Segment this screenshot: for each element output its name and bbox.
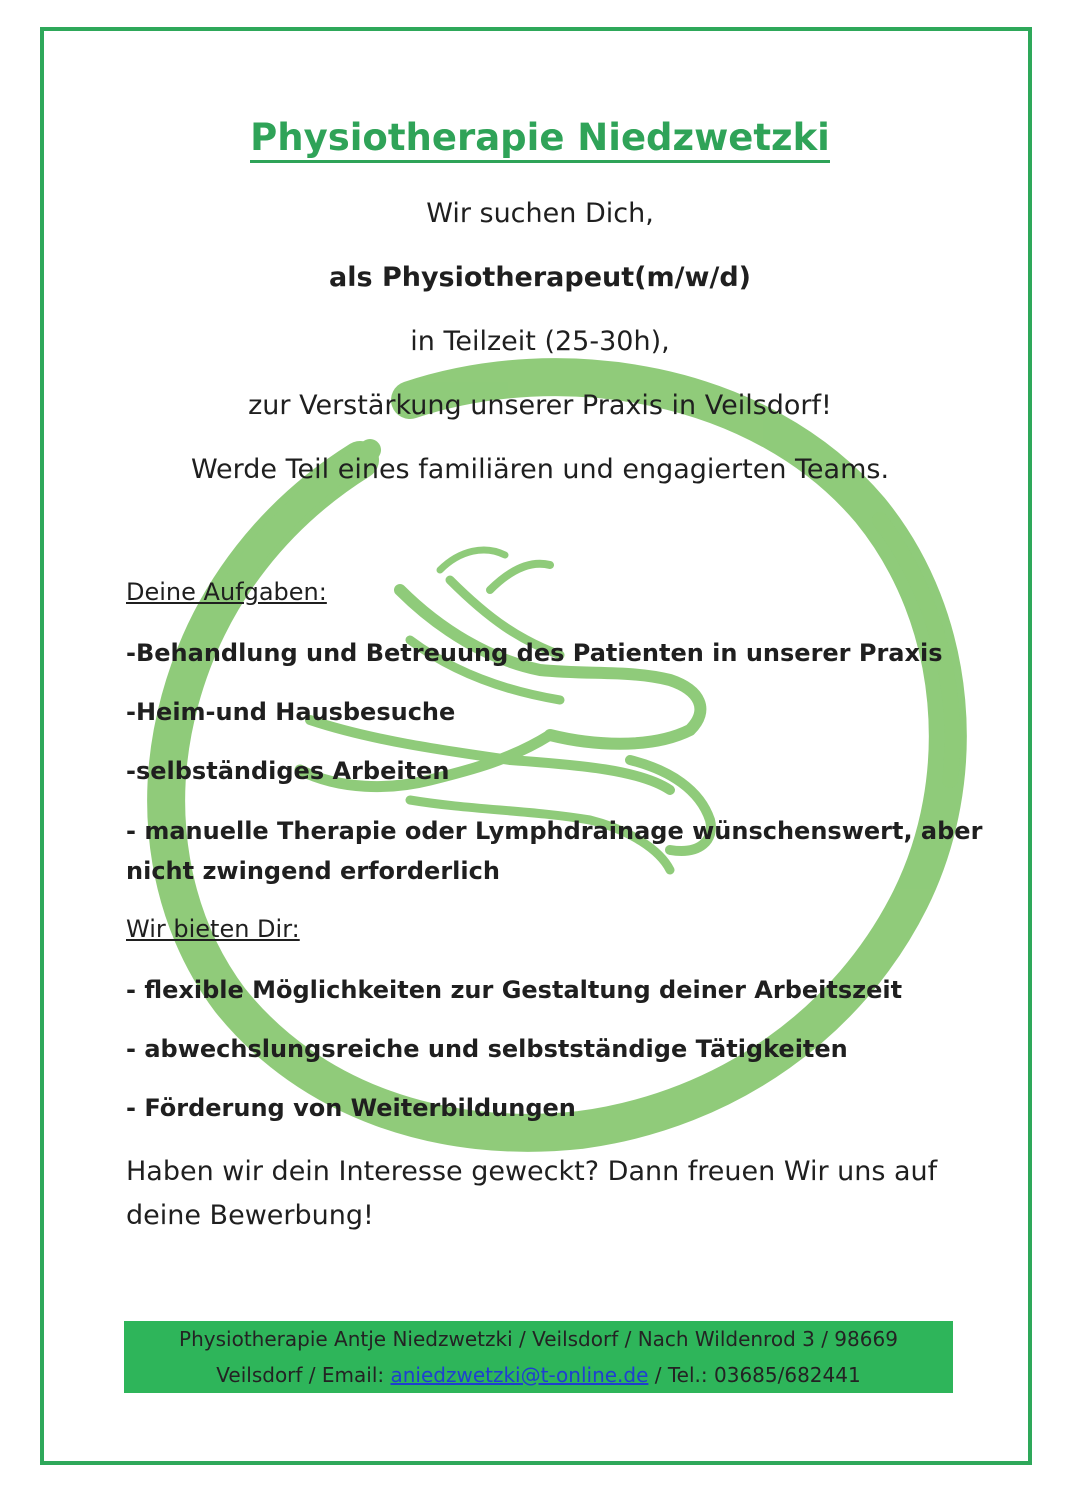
closing-text — [126, 1150, 956, 1238]
task-item: - manuelle Therapie oder Lymphdrainage wünschenswert, aber — [126, 817, 983, 845]
footer-phone: / Tel.: 03685/682441 — [648, 1363, 861, 1387]
task-item: -Behandlung und Betreuung des Patienten in unserer Praxis — [126, 639, 943, 667]
footer-contact-line — [124, 1357, 953, 1393]
offer-item: - abwechslungsreiche und selbstständige Tätigkeiten — [126, 1035, 848, 1063]
task-item: -selbständiges Arbeiten — [126, 757, 450, 785]
email-link[interactable]: aniedzwetzki@t-online.de — [390, 1363, 649, 1387]
intro-line-1: Wir suchen Dich, — [426, 198, 654, 229]
job-title: als Physiotherapeut(m/w/d) — [329, 262, 751, 293]
intro-line-3: in Teilzeit (25-30h), — [410, 326, 670, 357]
page-title — [0, 116, 1080, 159]
task-item: nicht zwingend erforderlich — [126, 857, 500, 885]
contact-footer — [124, 1321, 953, 1393]
intro-line-5: Werde Teil eines familiären und engagierten Teams. — [190, 454, 890, 485]
intro-line-4: zur Verstärkung unserer Praxis in Veilsdorf! — [248, 390, 832, 421]
footer-city: Veilsdorf / Email: — [216, 1363, 391, 1387]
task-item: -Heim-und Hausbesuche — [126, 698, 456, 726]
footer-address: Physiotherapie Antje Niedzwetzki / Veilsdorf / Nach Wildenrod 3 / 98669 — [179, 1327, 898, 1351]
closing-line-1: Haben wir dein Interesse geweckt? Dann freuen Wir uns auf — [126, 1156, 938, 1187]
offer-item: - Förderung von Weiterbildungen — [126, 1094, 576, 1122]
closing-line-2: deine Bewerbung! — [126, 1200, 374, 1231]
page-title-text: Physiotherapie Niedzwetzki — [250, 116, 830, 163]
tasks-heading: Deine Aufgaben: — [126, 578, 327, 606]
offer-item: - flexible Möglichkeiten zur Gestaltung deiner Arbeitszeit — [126, 976, 903, 1004]
offer-heading: Wir bieten Dir: — [126, 915, 300, 943]
